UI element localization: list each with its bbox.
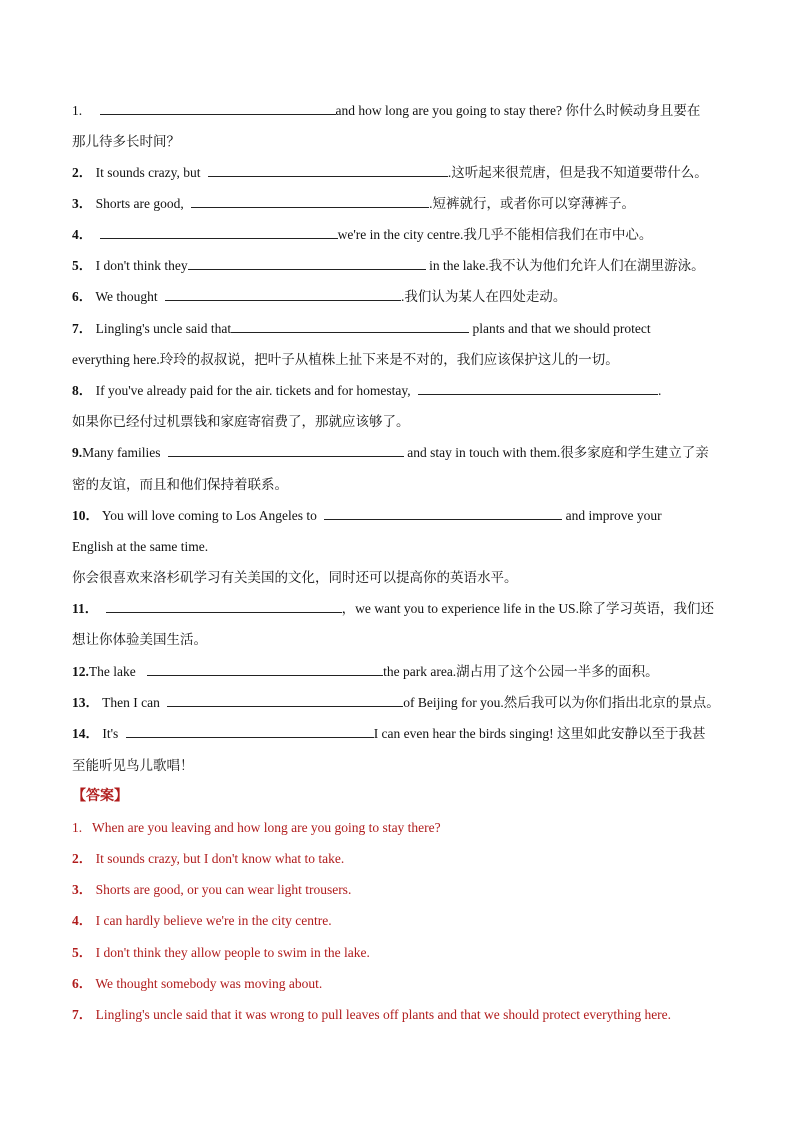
- question-7-continued: everything here.玲玲的叔叔说，把叶子从植株上扯下来是不对的，我们应该保护这儿的一切。: [72, 352, 619, 367]
- answer-blank[interactable]: [167, 694, 403, 707]
- question-number: 4．: [72, 227, 93, 242]
- answer-text: It sounds crazy, but I don't know what to take.: [95, 851, 345, 866]
- question-text: and improve your: [565, 508, 662, 523]
- question-4: [72, 226, 652, 244]
- question-text: .: [657, 383, 662, 398]
- answer-text: I don't think they allow people to swim in the lake.: [95, 945, 370, 960]
- question-5: [72, 257, 705, 275]
- question-text: in the lake.我不认为他们允许人们在湖里游泳。: [429, 258, 705, 273]
- answer-number: 3．: [72, 882, 93, 897]
- question-text: If you've already paid for the air. tickets and for homestay,: [95, 383, 411, 398]
- question-10-translation: 你会很喜欢来洛杉矶学习有关美国的文化，同时还可以提高你的英语水平。: [72, 570, 518, 585]
- question-number: 10．: [72, 508, 99, 523]
- answer-blank[interactable]: [165, 288, 401, 301]
- answer-text: I can hardly believe we're in the city centre.: [95, 913, 332, 928]
- answer-blank[interactable]: [100, 102, 336, 115]
- answer-blank[interactable]: [100, 226, 338, 239]
- question-text: The lake: [88, 664, 136, 679]
- question-10: [72, 507, 662, 525]
- answer-blank[interactable]: [188, 257, 426, 270]
- answer-blank[interactable]: [126, 725, 374, 738]
- question-text: of Beijing for you.然后我可以为你们指出北京的景点。: [403, 695, 720, 710]
- answer-number: 1.: [72, 820, 83, 835]
- question-text: ，we want you to experience life in the US.除了学习英语，我们还: [341, 601, 714, 616]
- question-number: 12.: [72, 664, 89, 679]
- question-text: we're in the city centre.我几乎不能相信我们在市中心。: [337, 227, 653, 242]
- question-text: I don't think they: [95, 258, 188, 273]
- question-text: Lingling's uncle said that: [95, 321, 232, 336]
- question-number: 7．: [72, 321, 93, 336]
- answer-1: [72, 819, 441, 837]
- question-text: It's: [102, 726, 119, 741]
- question-7: [72, 320, 651, 338]
- answer-4: [72, 912, 332, 930]
- question-number: 11．: [72, 601, 99, 616]
- answer-3: [72, 881, 351, 899]
- question-text: We thought: [95, 289, 158, 304]
- question-text: You will love coming to Los Angeles to: [101, 508, 317, 523]
- question-number: 6．: [72, 289, 93, 304]
- answer-number: 4．: [72, 913, 93, 928]
- question-number: 2．: [72, 165, 93, 180]
- question-text: Shorts are good,: [95, 196, 184, 211]
- answer-2: [72, 850, 344, 868]
- question-8-continued: 如果你已经付过机票钱和家庭寄宿费了，那就应该够了。: [72, 414, 410, 429]
- question-number: 14．: [72, 726, 99, 741]
- answer-blank[interactable]: [231, 320, 469, 333]
- answer-text: Lingling's uncle said that it was wrong to pull leaves off plants and that we should protect everything here.: [95, 1007, 672, 1022]
- question-13: [72, 694, 720, 712]
- question-text: and stay in touch with them.很多家庭和学生建立了亲: [407, 445, 709, 460]
- question-number: 9.: [72, 445, 83, 460]
- question-text: .短裤就行，或者你可以穿薄裤子。: [429, 196, 635, 211]
- question-number: 13．: [72, 695, 99, 710]
- question-number: 3．: [72, 196, 93, 211]
- answer-text: When are you leaving and how long are you going to stay there?: [92, 820, 441, 835]
- question-8: [72, 382, 661, 400]
- question-3: [72, 195, 635, 213]
- answer-number: 2．: [72, 851, 93, 866]
- question-11: [72, 600, 714, 618]
- question-12: [72, 663, 659, 681]
- question-text: .我们认为某人在四处走动。: [401, 289, 567, 304]
- answer-blank[interactable]: [106, 600, 342, 613]
- question-text: and how long are you going to stay there? 你什么时候动身且要在: [335, 103, 701, 118]
- question-14-continued: 至能听见鸟儿歌唱！: [72, 758, 194, 773]
- answer-6: [72, 975, 322, 993]
- answer-number: 6．: [72, 976, 93, 991]
- question-number: 8．: [72, 383, 93, 398]
- question-14: [72, 725, 706, 743]
- question-1: [72, 102, 700, 120]
- question-text: .这听起来很荒唐，但是我不知道要带什么。: [447, 165, 708, 180]
- question-text: I can even hear the birds singing! 这里如此安静以至于我甚: [373, 726, 706, 741]
- question-text: Then I can: [102, 695, 160, 710]
- question-text: It sounds crazy, but: [95, 165, 201, 180]
- question-10-continued: English at the same time.: [72, 539, 209, 554]
- question-11-continued: 想让你体验美国生活。: [72, 632, 207, 647]
- answer-number: 7．: [72, 1007, 93, 1022]
- answer-blank[interactable]: [147, 663, 383, 676]
- question-6: [72, 288, 566, 306]
- answer-5: [72, 944, 370, 962]
- question-2: [72, 164, 708, 182]
- answer-text: We thought somebody was moving about.: [95, 976, 323, 991]
- question-text: plants and that we should protect: [472, 321, 651, 336]
- question-text: Many families: [82, 445, 161, 460]
- question-9-continued: 密的友谊，而且和他们保持着联系。: [72, 477, 288, 492]
- answers-heading: 【答案】: [72, 789, 128, 804]
- answer-text: Shorts are good, or you can wear light trousers.: [95, 882, 352, 897]
- question-number: 5．: [72, 258, 93, 273]
- answer-blank[interactable]: [418, 382, 658, 395]
- question-text: the park area.湖占用了这个公园一半多的面积。: [383, 664, 659, 679]
- answer-blank[interactable]: [191, 195, 429, 208]
- answer-blank[interactable]: [324, 507, 562, 520]
- question-9: [72, 444, 709, 462]
- answer-blank[interactable]: [168, 444, 404, 457]
- question-1-continued: 那儿待多长时间？: [72, 134, 180, 149]
- answer-blank[interactable]: [208, 164, 448, 177]
- answer-7: [72, 1006, 671, 1024]
- answer-number: 5．: [72, 945, 93, 960]
- question-number: 1.: [72, 103, 83, 118]
